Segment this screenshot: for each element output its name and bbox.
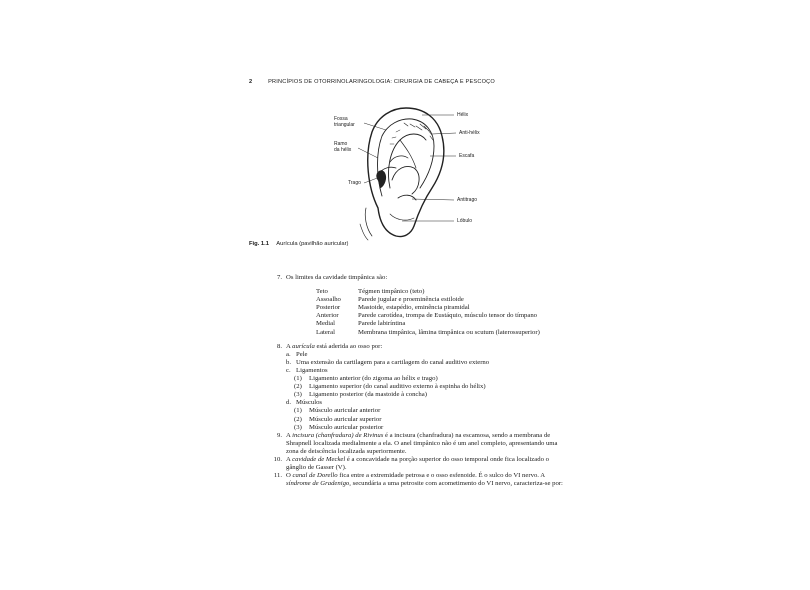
table-cell-structure: Parede carotídea, trompa de Eustáquio, músculo tensor do tímpano	[358, 312, 538, 320]
italic-term: cavidade de Meckel	[292, 455, 346, 463]
ear-figure	[320, 96, 510, 241]
table-row	[316, 296, 565, 304]
label-fossa-triangular	[334, 116, 355, 128]
table-row	[316, 329, 565, 337]
tympanic-limits-table	[316, 288, 565, 337]
sub-item-a	[286, 351, 565, 359]
item-number: 9.	[276, 431, 282, 439]
sub-item-c2	[286, 383, 565, 391]
italic-term: síndrome de Gradenigo,	[286, 480, 351, 488]
table-cell-boundary: Posterior	[316, 304, 341, 312]
text-fragment: O	[286, 472, 291, 480]
label-ramo-da-helix	[334, 141, 351, 153]
sub-item-text: Músculo auricular superior	[309, 415, 382, 423]
sub-item-text: Músculo auricular posterior	[309, 423, 384, 431]
table-cell-boundary: Assoalho	[316, 296, 341, 304]
item-number: 8.	[276, 342, 282, 350]
sub-item-c	[286, 367, 565, 375]
label-anti-helix: Anti-hélix	[459, 130, 480, 136]
sub-marker: (1)	[294, 407, 302, 415]
page-number: 2	[249, 79, 253, 85]
sub-marker: a.	[286, 350, 291, 358]
figure-number: Fig. 1.1	[249, 241, 269, 247]
text-fragment: A	[286, 342, 291, 350]
text-fragment: A	[286, 431, 291, 439]
list-item-8	[270, 343, 565, 432]
sub-marker: (2)	[294, 415, 302, 423]
figure-caption	[249, 241, 348, 247]
label-lobulo: Lóbulo	[457, 218, 473, 224]
italic-term: canal de Dorello	[292, 472, 338, 480]
text-fragment: A	[286, 455, 291, 463]
item-number: 7.	[276, 274, 282, 281]
sub-item-text: Uma extensão da cartilagem para a cartilagem do canal auditivo externo	[296, 358, 490, 366]
list-item-10	[270, 456, 565, 472]
sub-item-c3	[286, 391, 565, 399]
sub-item-b	[286, 359, 565, 367]
body-text	[270, 274, 565, 488]
sub-item-text: Ligamento posterior (da mastoide à concha)	[309, 391, 427, 399]
table-row	[316, 288, 565, 296]
label-antitrago: Antitrago	[457, 197, 478, 203]
sub-item-text: Ligamentos	[296, 366, 328, 374]
table-cell-boundary: Anterior	[316, 312, 339, 320]
item-number: 11.	[273, 472, 282, 480]
label-helix: Hélix	[457, 112, 469, 118]
label-fossa-line1: Fossa	[334, 116, 348, 122]
table-cell-structure: Parede labiríntina	[358, 320, 406, 328]
sub-item-text: Músculos	[296, 399, 323, 407]
table-cell-structure: Tégmen timpânico (teto)	[358, 288, 425, 296]
italic-term: aurícula	[292, 342, 315, 350]
sub-marker: (2)	[294, 383, 302, 391]
label-escafa: Escafa	[459, 153, 475, 159]
italic-term: incisura (chanfradura) de Rivinus	[292, 431, 384, 439]
label-ramo-line1: Ramo	[334, 141, 348, 147]
sub-marker: (3)	[294, 391, 302, 399]
item-number: 10.	[273, 455, 282, 463]
figure-caption-text: Aurícula (pavilhão auricular)	[276, 241, 349, 247]
sub-item-d1	[286, 407, 565, 415]
sub-marker: (1)	[294, 375, 302, 383]
sub-item-d3	[286, 424, 565, 432]
text-fragment: é a concavidade na porção superior do osso temporal onde fica localizado o gânglio de Gasser (V).	[286, 455, 549, 472]
table-row	[316, 304, 565, 312]
label-trago: Trago	[348, 180, 361, 186]
text-fragment: é a incisura (chanfradura) na escamosa, sendo a membrana de Shrapnell localizada medialmente a ela. O anel timpânico não é um anel completo, apresentando uma zona de deiscência localizada superiormente.	[286, 431, 558, 455]
list-item-9	[270, 432, 565, 456]
table-row	[316, 312, 565, 320]
sub-item-text: Ligamento superior (do canal auditivo externo à espinha do hélix)	[309, 383, 486, 391]
sub-item-d	[286, 399, 565, 407]
text-fragment: está aderida ao osso por:	[316, 342, 383, 350]
table-cell-boundary: Teto	[316, 288, 328, 296]
sub-item-text: Ligamento anterior (do zigoma ao hélix e trago)	[309, 375, 438, 383]
sub-marker: d.	[286, 399, 292, 407]
table-row	[316, 320, 565, 328]
table-cell-boundary: Medial	[316, 320, 335, 328]
table-cell-structure: Mastoide, estapédio, eminência piramidal	[358, 304, 470, 312]
sub-marker: (3)	[294, 423, 302, 431]
table-cell-boundary: Lateral	[316, 328, 335, 336]
running-title: PRINCÍPIOS DE OTORRINOLARINGOLOGIA: CIRURGIA DE CABEÇA E PESCOÇO	[268, 79, 495, 85]
sub-item-d2	[286, 416, 565, 424]
sub-marker: c.	[286, 366, 291, 374]
sub-item-c1	[286, 375, 565, 383]
sub-item-text: Pele	[296, 350, 308, 358]
sub-item-text: Músculo auricular anterior	[309, 407, 381, 415]
label-ramo-line2: da hélix	[334, 147, 352, 153]
running-head	[249, 79, 495, 85]
item-text: Os limites da cavidade timpânica são:	[286, 274, 388, 281]
list-item-11	[270, 472, 565, 488]
sub-marker: b.	[286, 358, 292, 366]
text-fragment: fica entre a extremidade petrosa e o osso esfenoide. É o sulco do VI nervo. A	[339, 472, 545, 480]
table-cell-structure: Parede jugular e proeminência estiloide	[358, 296, 464, 304]
list-item-7	[270, 274, 565, 337]
table-cell-structure: Membrana timpânica, lâmina timpânica ou scutum (laterossuperior)	[358, 328, 540, 336]
label-fossa-line2: triangular	[334, 122, 355, 128]
text-fragment: secundária a uma petrosite com acometimento do VI nervo, caracteriza-se por:	[352, 480, 563, 488]
